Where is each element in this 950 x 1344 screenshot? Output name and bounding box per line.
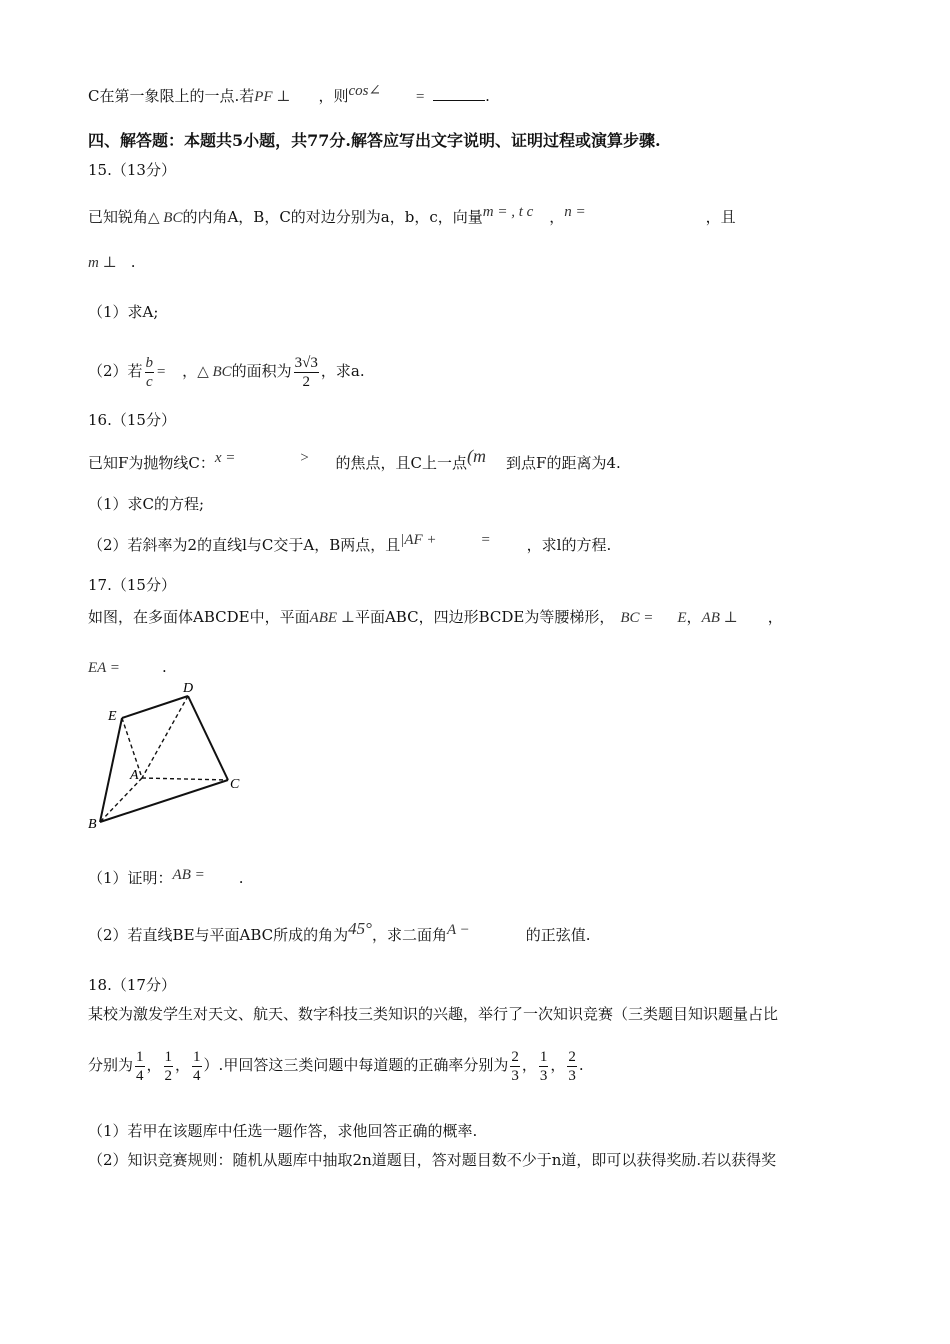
fraction-rate-1: $\frac{2}{3}$: [511, 1048, 519, 1084]
math-expression: cos∠: [348, 83, 382, 99]
fraction-ratio-1: $\frac{1}{4}$: [136, 1048, 144, 1084]
label-E: E: [108, 709, 117, 724]
math-expression: m ⊥: [88, 255, 117, 271]
fraction-rate-2: $\frac{1}{3}$: [539, 1048, 548, 1084]
label-C: C: [230, 777, 240, 792]
math-expression: |AF +: [400, 532, 437, 548]
math-expression: AB =: [172, 867, 205, 883]
math-expression: △ BC: [197, 364, 232, 380]
question-18-stem-2: 分别为 $\frac{1}{4}$ ， $\frac{1}{2}$ ， $\frac{1}{4}$ ）.甲回答这三类问题中每道题的正确率分别为 $\frac{2}{3}$ ， $\frac{1}{3}$ ， $\frac{2}{3}$ .: [88, 1048, 584, 1084]
vector-m: m = , t c: [482, 204, 534, 220]
math-expression: △ BC: [148, 210, 183, 226]
question-17-part-1: （1）证明：AB = .: [88, 867, 244, 887]
question-18-part-1: （1）若甲在该题库中任选一题作答，求他回答正确的概率.: [88, 1122, 478, 1140]
polyhedron-figure: [80, 676, 260, 836]
edge-CB: [100, 780, 228, 822]
question-15-part-2: （2）若 $\frac{b}{c}$ = ，△ BC的面积为 $\frac{3√3}{2}$ ，求a.: [88, 354, 365, 390]
edge-DC: [188, 696, 228, 780]
fraction-ratio-2: $\frac{1}{2}$: [164, 1048, 173, 1084]
question-16-part-1: （1）求C的方程;: [88, 495, 205, 513]
question-17-part-2: （2）若直线BE与平面ABC所成的角为45°，求二面角A − 的正弦值.: [88, 919, 591, 944]
label-B: B: [88, 817, 97, 832]
edge-AC: [142, 778, 228, 780]
question-15-stem: 已知锐角△ BC的内角A，B，C的对边分别为a，b，c，向量m = , t c ，n = ，且: [88, 204, 736, 226]
math-expression: EA =: [88, 660, 120, 676]
question-17-stem: 如图，在多面体ABCDE中，平面ABE ⊥平面ABC，四边形BCDE为等腰梯形， BC = E，AB ⊥ ，: [88, 608, 783, 626]
continuation-line: C在第一象限上的一点.若PF ⊥ ，则cos∠ = .: [88, 83, 490, 105]
question-16-part-2: （2）若斜率为2的直线l与C交于A，B两点，且|AF + = ，求l的方程.: [88, 532, 612, 554]
question-17-number: 17.（15分）: [88, 576, 176, 594]
question-16-number: 16.（15分）: [88, 411, 176, 429]
math-expression: AB ⊥: [701, 610, 738, 626]
math-expression: BC =: [620, 610, 654, 626]
question-15-stem-cont: m ⊥ .: [88, 253, 136, 271]
question-15-number: 15.（13分）: [88, 161, 176, 179]
fraction-area: $\frac{3√3}{2}$: [294, 354, 318, 390]
math-expression: (m: [467, 446, 487, 466]
label-A: A: [130, 768, 139, 783]
question-18-part-2: （2）知识竞赛规则：随机从题库中抽取2n道题目，答对题目数不少于n道，即可以获得奖励.若以获得奖: [88, 1151, 777, 1169]
vector-n: n =: [564, 204, 586, 220]
question-16-stem: 已知F为抛物线C：x = > 的焦点，且C上一点(m 到点F的距离为4.: [88, 446, 621, 472]
edge-BE: [100, 718, 122, 822]
math-expression: =: [415, 89, 426, 105]
label-D: D: [183, 681, 194, 696]
math-expression: PF ⊥: [254, 89, 291, 105]
fraction-ratio-3: $\frac{1}{4}$: [193, 1048, 201, 1084]
question-17-stem-cont: EA = .: [88, 658, 167, 676]
question-18-stem-1: 某校为激发学生对天文、航天、数字科技三类知识的兴趣，举行了一次知识竞赛（三类题目知识题量占比: [88, 1005, 779, 1023]
fraction-rate-3: $\frac{2}{3}$: [568, 1048, 576, 1084]
answer-blank: [433, 86, 485, 101]
question-15-part-1: （1）求A;: [88, 303, 159, 321]
section-heading: 四、解答题：本题共5小题，共77分.解答应写出文字说明、证明过程或演算步骤.: [88, 131, 661, 150]
fraction-b-over-c: $\frac{b}{c}$: [145, 354, 154, 390]
math-expression: ABE ⊥: [309, 610, 355, 626]
math-expression: x =: [214, 450, 236, 466]
math-expression: A −: [446, 922, 470, 938]
question-18-number: 18.（17分）: [88, 976, 176, 994]
math-expression: 45°: [348, 919, 372, 938]
